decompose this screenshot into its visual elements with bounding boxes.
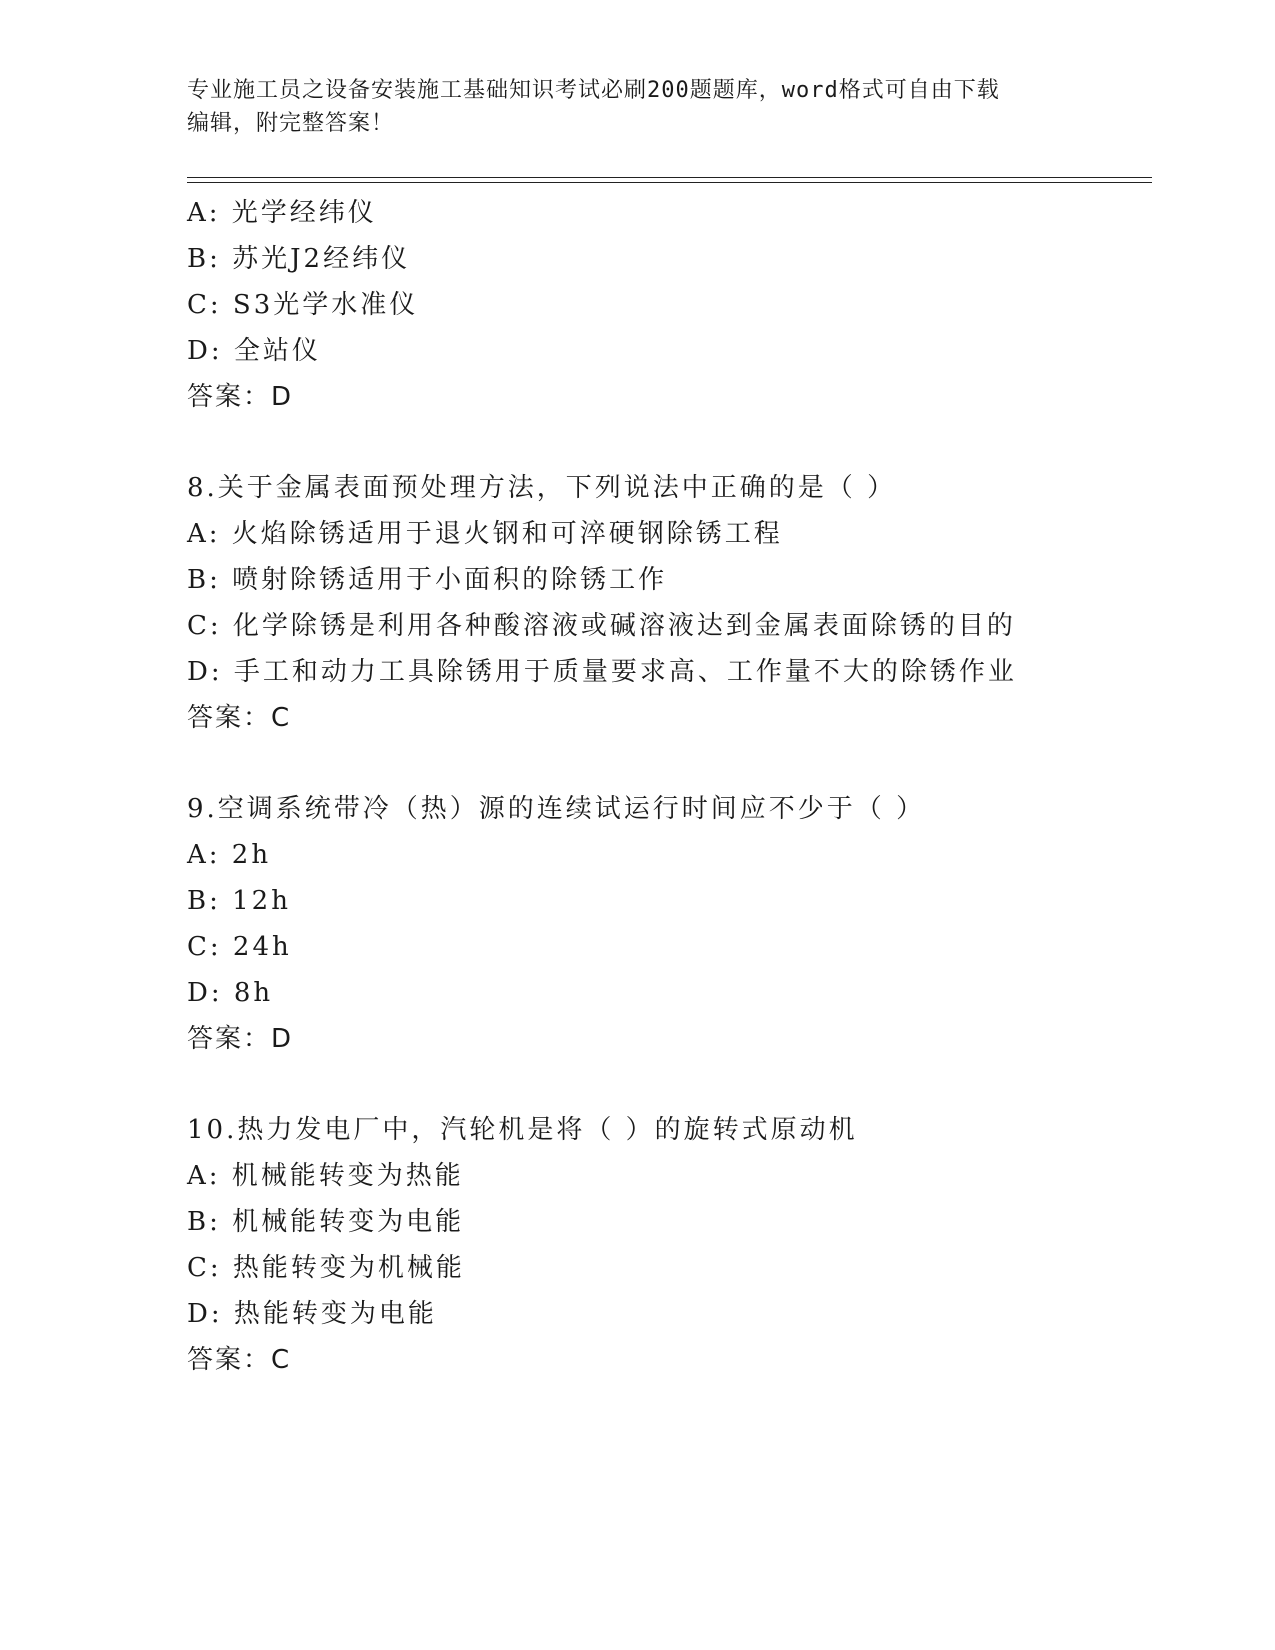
question-list [187,190,1187,1428]
option-a: A: 火焰除锈适用于退火钢和可淬硬钢除锈工程 [187,519,783,549]
question-text: 10.热力发电厂中，汽轮机是将（ ）的旋转式原动机 [187,1115,858,1145]
question-block-7 [187,190,1187,420]
header-line-1: 专业施工员之设备安装施工基础知识考试必刷200题题库，word格式可自由下载 [187,78,1000,103]
answer-label: 答案：D [187,1024,294,1054]
option-c: C: S3光学水准仪 [187,290,419,320]
answer-label: 答案：C [187,1345,292,1375]
option-b: B: 喷射除锈适用于小面积的除锈工作 [187,565,668,595]
option-c: C: 热能转变为机械能 [187,1253,465,1283]
option-b: B: 苏光J2经纬仪 [187,244,411,274]
header-line-2: 编辑，附完整答案！ [187,111,395,136]
option-a: A: 光学经纬仪 [187,198,377,228]
option-d: D: 手工和动力工具除锈用于质量要求高、工作量不大的除锈作业 [187,657,1017,687]
question-text: 9.空调系统带冷（热）源的连续试运行时间应不少于（ ） [187,794,926,824]
option-c: C: 24h [187,932,292,962]
option-c: C: 化学除锈是利用各种酸溶液或碱溶液达到金属表面除锈的目的 [187,611,1016,641]
question-text: 8.关于金属表面预处理方法，下列说法中正确的是（ ） [187,473,897,503]
option-d: D: 热能转变为电能 [187,1299,437,1329]
option-d: D: 全站仪 [187,336,321,366]
answer-label: 答案：D [187,382,294,412]
option-b: B: 12h [187,886,291,916]
header-rule-top [187,177,1152,178]
question-block-8 [187,465,1187,741]
option-a: A: 机械能转变为热能 [187,1161,464,1191]
question-block-9 [187,786,1187,1062]
answer-label: 答案：C [187,703,292,733]
question-block-10 [187,1107,1187,1383]
header-rule-bottom [187,182,1152,183]
option-a: A: 2h [187,840,272,870]
option-d: D: 8h [187,978,274,1008]
option-b: B: 机械能转变为电能 [187,1207,465,1237]
document-header [187,74,1087,140]
